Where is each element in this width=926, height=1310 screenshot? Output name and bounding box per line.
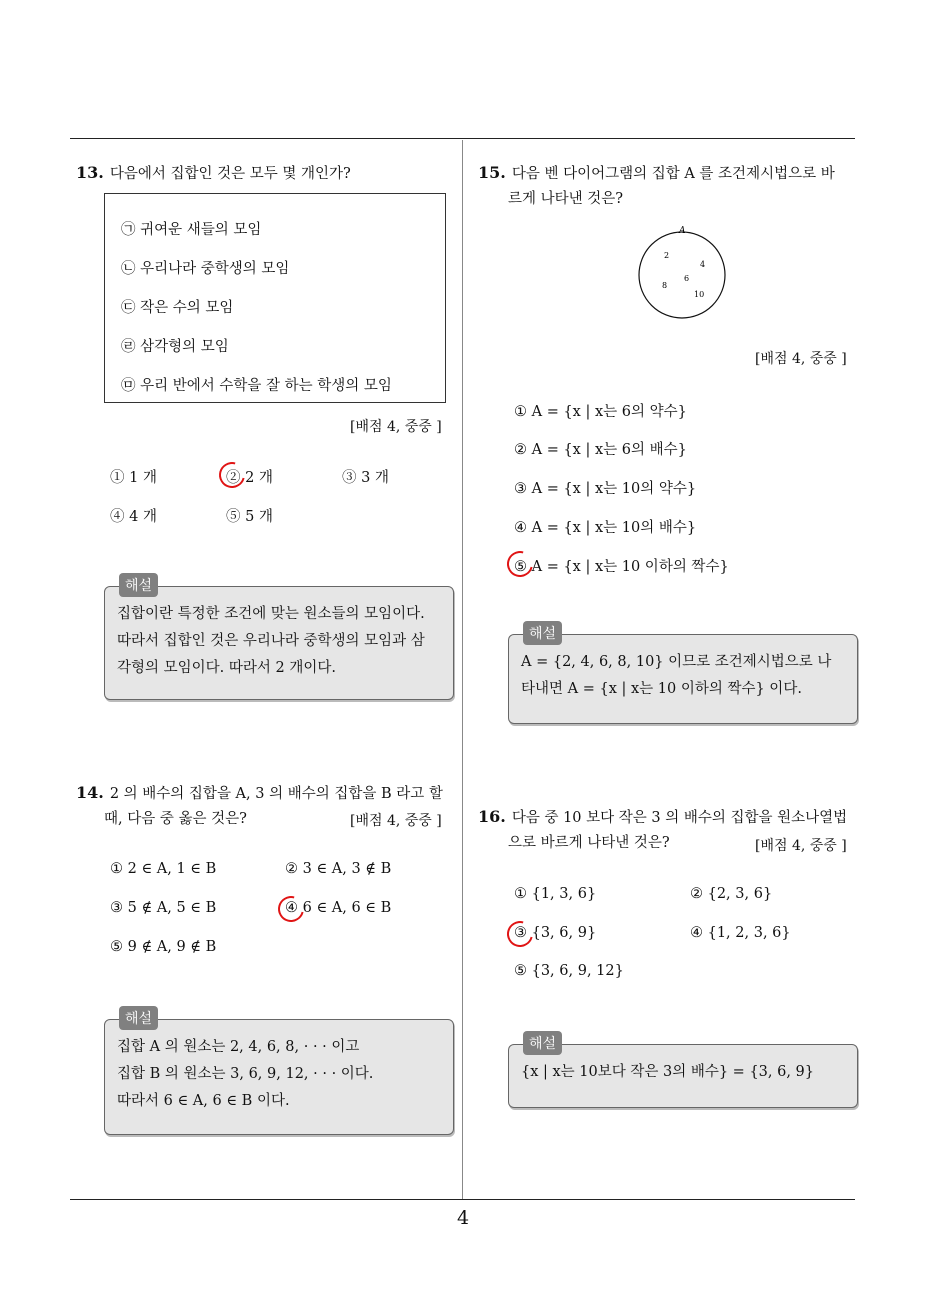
- option-2[interactable]: ② 2 개: [226, 470, 273, 486]
- option-5[interactable]: ⑤ 9 ∉ A, 9 ∉ B: [110, 939, 217, 955]
- question-text: 2 의 배수의 집합을 A, 3 의 배수의 집합을 B 라고 할: [109, 786, 443, 802]
- solution-text: [117, 1034, 443, 1115]
- question-text-line2: 으로 바르게 나타낸 것은?: [508, 835, 670, 851]
- answer-mark: [502, 546, 538, 582]
- option-1[interactable]: ① {1, 3, 6}: [514, 886, 597, 902]
- solution-box: [508, 626, 858, 724]
- question-number: 13.: [76, 163, 104, 182]
- option-4[interactable]: ④ 6 ∈ A, 6 ∈ B: [285, 900, 392, 916]
- solution-line: {x | x는 10보다 작은 3의 배수} = {3, 6, 9}: [521, 1064, 815, 1080]
- option-3[interactable]: ③ 5 ∉ A, 5 ∈ B: [110, 900, 217, 916]
- solution-line: 각형의 모임이다. 따라서 2 개이다.: [117, 660, 336, 676]
- question-text-line2: 때, 다음 중 옳은 것은?: [104, 811, 247, 827]
- question-number: 14.: [76, 783, 104, 802]
- option-5[interactable]: ⑤ {3, 6, 9, 12}: [514, 963, 624, 979]
- question-text: 다음 벤 다이어그램의 집합 A 를 조건제시법으로 바: [511, 166, 835, 182]
- solution-tag: 해설: [119, 573, 158, 597]
- condition-item: ㉢ 작은 수의 모임: [121, 300, 234, 316]
- column-divider: [462, 140, 463, 1199]
- option-4[interactable]: ④ A = {x | x는 10의 배수}: [514, 520, 697, 536]
- solution-line: 따라서 6 ∈ A, 6 ∈ B 이다.: [117, 1093, 290, 1109]
- score-meta: [배점 4, 중중 ]: [350, 419, 442, 435]
- option-5[interactable]: ⑤ A = {x | x는 10 이하의 짝수}: [514, 559, 729, 575]
- question-number: 16.: [478, 807, 506, 826]
- option-1[interactable]: ① 1 개: [110, 470, 157, 486]
- option-2[interactable]: ② {2, 3, 6}: [690, 886, 773, 902]
- option-4[interactable]: ④ 4 개: [110, 509, 157, 525]
- question-14: [76, 780, 443, 807]
- option-3[interactable]: ③ {3, 6, 9}: [514, 925, 597, 941]
- solution-line: 집합이란 특정한 조건에 맞는 원소들의 모임이다.: [117, 606, 425, 622]
- solution-tag: 해설: [523, 1031, 562, 1055]
- question-15: [478, 160, 835, 187]
- condition-item: ㉤ 우리 반에서 수학을 잘 하는 학생의 모임: [121, 378, 392, 394]
- score-meta: [배점 4, 중중 ]: [755, 838, 847, 854]
- question-text: 다음 중 10 보다 작은 3 의 배수의 집합을 원소나열법: [511, 810, 848, 826]
- solution-line: 집합 A 의 원소는 2, 4, 6, 8, · · · 이고: [117, 1039, 360, 1055]
- answer-mark: [273, 891, 309, 927]
- page-number: 4: [456, 1207, 470, 1229]
- solution-box: [508, 1036, 858, 1108]
- solution-text: [117, 601, 443, 682]
- condition-item: ㉠ 귀여운 새들의 모임: [121, 222, 262, 238]
- condition-box: [104, 193, 446, 403]
- solution-line: 따라서 집합인 것은 우리나라 중학생의 모임과 삼: [117, 633, 425, 649]
- option-2[interactable]: ② 3 ∈ A, 3 ∉ B: [285, 861, 392, 877]
- question-number: 15.: [478, 163, 506, 182]
- solution-text: [521, 649, 847, 703]
- header-rule: [70, 138, 855, 139]
- question-16: [478, 804, 847, 831]
- solution-tag: 해설: [119, 1006, 158, 1030]
- option-2[interactable]: ② A = {x | x는 6의 배수}: [514, 442, 687, 458]
- venn-circle: [639, 232, 725, 318]
- venn-element: 4: [700, 260, 706, 269]
- venn-diagram: [632, 225, 732, 325]
- score-meta: [배점 4, 중중 ]: [755, 351, 847, 367]
- solution-box: [104, 1011, 454, 1135]
- venn-label: A: [679, 226, 686, 236]
- solution-line: 타내면 A = {x | x는 10 이하의 짝수} 이다.: [521, 681, 802, 697]
- solution-text: [521, 1059, 847, 1086]
- option-1[interactable]: ① A = {x | x는 6의 약수}: [514, 404, 687, 420]
- venn-element: 10: [694, 290, 705, 299]
- question-13: [76, 160, 351, 187]
- answer-mark: [214, 457, 250, 493]
- option-4[interactable]: ④ {1, 2, 3, 6}: [690, 925, 791, 941]
- option-3[interactable]: ③ A = {x | x는 10의 약수}: [514, 481, 697, 497]
- solution-box: [104, 578, 454, 700]
- solution-tag: 해설: [523, 621, 562, 645]
- solution-line: A = {2, 4, 6, 8, 10} 이므로 조건제시법으로 나: [521, 654, 832, 670]
- venn-element: 2: [664, 251, 670, 260]
- condition-item: ㉣ 삼각형의 모임: [121, 339, 229, 355]
- venn-element: 6: [684, 274, 690, 283]
- option-5[interactable]: ⑤ 5 개: [226, 509, 273, 525]
- option-3[interactable]: ③ 3 개: [342, 470, 389, 486]
- footer-rule: [70, 1199, 855, 1200]
- question-text-line2: 르게 나타낸 것은?: [508, 191, 624, 207]
- condition-item: ㉡ 우리나라 중학생의 모임: [121, 261, 290, 277]
- score-meta: [배점 4, 중중 ]: [350, 813, 442, 829]
- answer-mark: [502, 916, 538, 952]
- solution-line: 집합 B 의 원소는 3, 6, 9, 12, · · · 이다.: [117, 1066, 374, 1082]
- question-text: 다음에서 집합인 것은 모두 몇 개인가?: [109, 166, 351, 182]
- option-1[interactable]: ① 2 ∈ A, 1 ∈ B: [110, 861, 217, 877]
- venn-element: 8: [662, 281, 668, 290]
